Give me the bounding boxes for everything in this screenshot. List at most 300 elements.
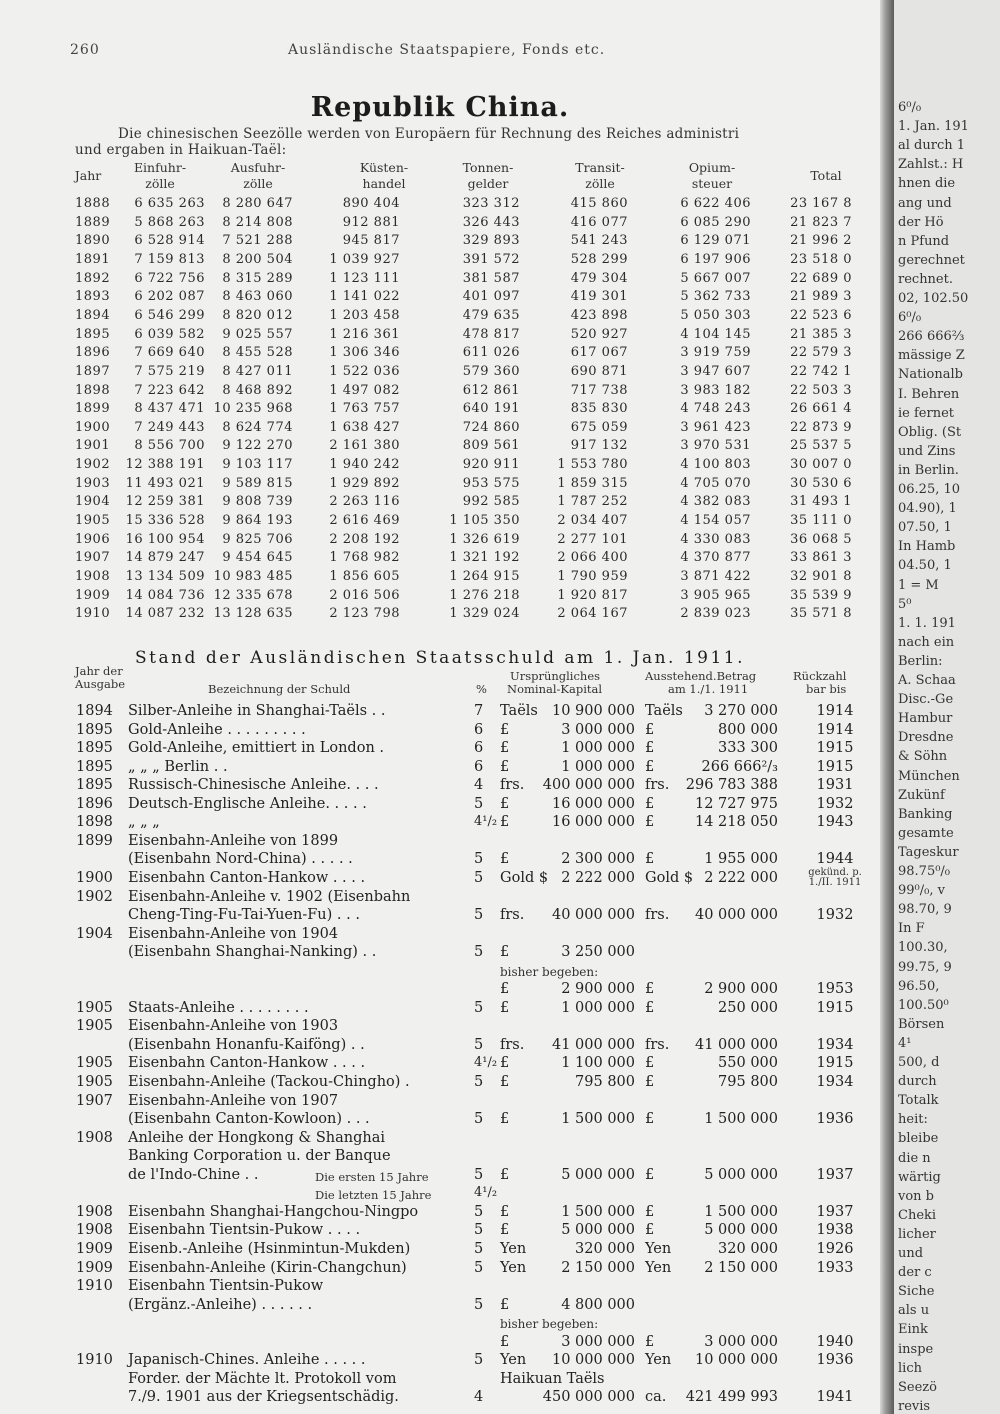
debt-orig-capital-cell: 10 000 000: [551, 1352, 635, 1369]
customs-value-cell: 22 503 3: [790, 382, 852, 398]
debt-name-cell: „ „ „: [128, 814, 160, 831]
facing-page-text: wärtig: [898, 1169, 941, 1185]
debt-pct-cell: 4¹/₂: [474, 1185, 498, 1201]
debt-name-cell: Cheng-Ting-Fu-Tai-Yuen-Fu) . . .: [128, 907, 360, 924]
facing-page-text: Berlin:: [898, 653, 943, 669]
debt-orig-capital-cell: 16 000 000: [551, 814, 635, 831]
debt-outstanding-cell: 320 000: [718, 1240, 778, 1257]
debt-repayment-cell: 1914: [816, 703, 854, 719]
customs-value-cell: 7 159 813: [134, 251, 205, 267]
customs-value-cell: 6 722 756: [134, 270, 205, 286]
debt-currency-out-cell: £: [645, 814, 655, 831]
customs-year-cell: 1888: [75, 196, 111, 211]
facing-page-text: I. Behren: [898, 386, 960, 402]
debt-outstanding-cell: 795 800: [718, 1074, 778, 1090]
customs-year-cell: 1907: [75, 550, 111, 566]
debt-repayment-cell: 1937: [816, 1166, 854, 1183]
customs-value-cell: 3 947 607: [680, 363, 751, 379]
debt-currency-out-cell: £: [645, 1222, 655, 1239]
debt-currency-out-cell: £: [645, 999, 655, 1016]
debt-currency-out-cell: £: [645, 758, 655, 775]
customs-value-cell: 423 898: [570, 307, 628, 323]
debt-name-cell: Anleihe der Hongkong & Shanghai: [128, 1129, 386, 1146]
debt-year-cell: 1908: [76, 1222, 113, 1239]
debt-currency-orig-cell: £: [500, 1055, 510, 1072]
customs-value-cell: 13 134 509: [125, 569, 205, 584]
customs-value-cell: 33 861 3: [790, 550, 852, 566]
debt-currency-orig-cell: £: [500, 1166, 510, 1183]
debt-currency-out-cell: Gold $: [645, 869, 694, 886]
customs-header-8-line1: Total: [810, 168, 842, 183]
debt-orig-capital-cell: 400 000 000: [542, 777, 635, 794]
facing-page-text: 6⁰/₀: [898, 100, 922, 115]
customs-header-3-line2: zölle: [243, 176, 273, 191]
debt-currency-out-cell: £: [645, 1203, 655, 1220]
customs-value-cell: 4 154 057: [680, 513, 751, 529]
facing-page-fragment: [894, 0, 1000, 1414]
customs-year-cell: 1889: [75, 214, 111, 230]
debt-pct-cell: 5: [474, 1036, 484, 1053]
debt-pct-cell: 4¹/₂: [474, 814, 498, 830]
customs-value-cell: 724 860: [462, 419, 520, 435]
debt-header-out-2: am 1./1. 1911: [668, 682, 749, 696]
customs-header-3-line1: Ausfuhr-: [230, 160, 286, 175]
customs-value-cell: 14 087 232: [125, 606, 205, 622]
page-number: 260: [70, 42, 100, 58]
debt-year-cell: 1894: [76, 703, 113, 719]
debt-orig-capital-cell: 795 800: [575, 1074, 635, 1090]
facing-page-text: ang und: [898, 195, 952, 211]
customs-value-cell: 912 881: [342, 214, 400, 230]
customs-value-cell: 14 084 736: [125, 587, 205, 603]
debt-year-cell: 1909: [76, 1259, 113, 1276]
debt-outstanding-cell: 2 900 000: [704, 981, 778, 998]
customs-value-cell: 2 616 469: [329, 513, 400, 529]
facing-page-text: Tageskur: [898, 844, 959, 860]
debt-currency-orig-cell: Gold $: [500, 869, 549, 886]
customs-value-cell: 611 026: [462, 345, 520, 361]
customs-value-cell: 326 443: [462, 214, 520, 230]
debt-name-cell: Eisenbahn Canton-Hankow . . . .: [128, 869, 366, 886]
debt-currency-orig-cell: £: [500, 1111, 510, 1128]
facing-page-text: Seezö: [898, 1379, 937, 1395]
debt-currency-orig-cell: Haikuan Taëls: [500, 1370, 605, 1387]
facing-page-text: die n: [898, 1150, 931, 1166]
customs-header-4-line1: Küsten-: [359, 160, 409, 175]
customs-value-cell: 945 817: [342, 233, 400, 249]
debt-outstanding-cell: 800 000: [718, 721, 778, 738]
facing-page-text: Eink: [898, 1322, 928, 1338]
debt-header-year-2: Ausgabe: [75, 677, 125, 691]
customs-value-cell: 992 585: [462, 494, 520, 510]
debt-repayment-cell: 1915: [816, 999, 854, 1016]
facing-page-text: lich: [898, 1360, 922, 1376]
facing-page-text: 266 666⅔: [898, 329, 965, 345]
customs-value-cell: 8 214 808: [222, 214, 293, 230]
customs-value-cell: 1 141 022: [329, 289, 400, 305]
debt-repayment-cell: 1943: [816, 814, 854, 831]
customs-value-cell: 8 437 471: [134, 401, 205, 417]
facing-page-text: als u: [898, 1303, 930, 1319]
debt-pct-cell: 6: [474, 740, 484, 757]
debt-pct-cell: 5: [474, 851, 484, 868]
customs-value-cell: 2 277 101: [557, 531, 628, 547]
book-gutter: [880, 0, 894, 1414]
facing-page-text: München: [898, 768, 960, 784]
facing-page-text: Totalk: [898, 1093, 939, 1109]
customs-value-cell: 416 077: [570, 214, 628, 230]
customs-value-cell: 7 669 640: [134, 345, 205, 361]
debt-currency-out-cell: £: [645, 1333, 655, 1350]
facing-page-text: 04.50, 1: [898, 558, 952, 574]
customs-value-cell: 917 132: [570, 438, 628, 454]
customs-value-cell: 381 587: [462, 270, 520, 286]
customs-value-cell: 9 864 193: [222, 513, 293, 529]
customs-value-cell: 1 326 619: [449, 531, 520, 547]
debt-orig-capital-cell: 3 250 000: [561, 944, 635, 961]
debt-year-cell: 1910: [76, 1352, 113, 1369]
customs-value-cell: 6 546 299: [134, 307, 205, 323]
customs-year-cell: 1901: [75, 438, 111, 454]
intro-line-2: und ergaben in Haikuan-Taël:: [75, 142, 287, 158]
debt-year-cell: 1895: [76, 758, 113, 775]
customs-value-cell: 23 518 0: [790, 251, 852, 267]
debt-year-cell: 1902: [76, 888, 113, 905]
customs-value-cell: 6 085 290: [680, 214, 751, 230]
customs-year-cell: 1898: [75, 382, 111, 398]
debt-repayment-cell: 1915: [816, 758, 854, 775]
customs-value-cell: 579 360: [462, 363, 520, 379]
debt-year-cell: 1905: [76, 999, 113, 1016]
customs-header-2-line2: zölle: [145, 176, 175, 191]
customs-value-cell: 21 989 3: [790, 289, 852, 305]
debt-outstanding-cell: 1 500 000: [704, 1203, 778, 1220]
debt-pct-cell: 4¹/₂: [474, 1055, 498, 1071]
facing-page-text: licher: [898, 1226, 936, 1242]
debt-orig-capital-cell: 1 500 000: [561, 1111, 635, 1128]
customs-value-cell: 35 571 8: [790, 606, 852, 622]
customs-value-cell: 6 202 087: [134, 289, 205, 305]
facing-page-text: 100.50⁰: [898, 997, 949, 1013]
customs-value-cell: 1 039 927: [329, 251, 400, 267]
debt-year-cell: 1895: [76, 777, 113, 794]
debt-currency-orig-cell: frs.: [500, 1036, 525, 1053]
debt-currency-orig-cell: Yen: [500, 1352, 527, 1369]
debt-orig-capital-cell: 2 150 000: [561, 1259, 635, 1276]
debt-header-out-1: Ausstehend.Betrag: [645, 669, 757, 683]
customs-value-cell: 8 280 647: [222, 196, 293, 211]
facing-page-text: Dresdne: [898, 730, 954, 746]
customs-value-cell: 920 911: [462, 457, 520, 473]
facing-page-text: 1 = M: [898, 577, 939, 593]
customs-value-cell: 6 528 914: [134, 233, 205, 249]
customs-header-7-line1: Opium-: [688, 160, 736, 175]
debt-name-cell: Eisenbahn Tientsin-Pukow: [128, 1278, 324, 1295]
debt-repayment-cell: 1938: [816, 1222, 854, 1239]
debt-orig-capital-cell: 1 500 000: [561, 1203, 635, 1220]
facing-page-text: heit:: [898, 1112, 928, 1128]
customs-value-cell: 3 970 531: [680, 438, 751, 454]
debt-name-cell: (Ergänz.-Anleihe) . . . . . .: [128, 1296, 313, 1313]
facing-page-text: al durch 1: [898, 138, 966, 154]
debt-repayment-cell: 1932: [816, 795, 854, 812]
facing-page-text: in Berlin.: [898, 462, 959, 478]
customs-value-cell: 22 579 3: [790, 345, 852, 361]
debt-rate-note: Die letzten 15 Jahre: [315, 1188, 432, 1203]
debt-pct-cell: 5: [474, 907, 484, 924]
customs-value-cell: 419 301: [570, 289, 628, 305]
facing-page-text: ie fernet: [898, 405, 954, 421]
debt-pct-cell: 5: [474, 1259, 484, 1276]
customs-value-cell: 35 111 0: [790, 513, 852, 529]
debt-name-cell: Eisenbahn-Anleihe von 1903: [128, 1018, 339, 1035]
facing-page-text: 1. Jan. 191: [898, 119, 969, 135]
debt-currency-orig-cell: £: [500, 1333, 510, 1350]
customs-value-cell: 12 388 191: [125, 457, 205, 473]
debt-currency-out-cell: Yen: [645, 1240, 672, 1257]
customs-value-cell: 953 575: [462, 475, 520, 491]
customs-value-cell: 8 455 528: [222, 345, 293, 361]
debt-name-cell: Eisenb.-Anleihe (Hsinmintun-Mukden): [128, 1240, 411, 1257]
debt-currency-orig-cell: frs.: [500, 777, 525, 794]
customs-value-cell: 13 128 635: [213, 606, 293, 622]
facing-page-text: 07.50, 1: [898, 520, 952, 536]
customs-year-cell: 1900: [75, 419, 111, 435]
debt-orig-capital-cell: 1 000 000: [561, 758, 635, 775]
debt-pct-cell: 5: [474, 1222, 484, 1239]
debt-pct-cell: 5: [474, 1074, 484, 1090]
debt-name-cell: Eisenbahn-Anleihe von 1904: [128, 925, 339, 942]
debt-outstanding-cell: 250 000: [718, 999, 778, 1016]
customs-value-cell: 675 059: [570, 419, 628, 435]
debt-currency-orig-cell: £: [500, 758, 510, 775]
customs-value-cell: 478 817: [462, 326, 520, 342]
debt-name-cell: Eisenbahn-Anleihe (Tackou-Chingho) .: [128, 1074, 410, 1090]
debt-name-cell: (Eisenbahn Nord-China) . . . . .: [128, 851, 353, 868]
facing-page-text: 99.75, 9: [898, 959, 952, 975]
debt-rate-note: Die ersten 15 Jahre: [315, 1169, 429, 1184]
debt-outstanding-cell: 1 955 000: [704, 851, 778, 868]
debt-currency-out-cell: frs.: [645, 1036, 670, 1053]
facing-page-text: mässige Z: [898, 348, 965, 364]
customs-value-cell: 401 097: [462, 289, 520, 305]
debt-currency-out-cell: £: [645, 1055, 655, 1072]
customs-header-4-line2: handel: [362, 176, 406, 191]
customs-value-cell: 2 034 407: [557, 513, 628, 529]
debt-year-cell: 1900: [76, 869, 113, 886]
customs-header-5-line2: gelder: [467, 176, 509, 191]
facing-page-text: Siche: [898, 1284, 935, 1300]
facing-page-text: der c: [898, 1265, 932, 1281]
debt-orig-capital-cell: 3 000 000: [561, 721, 635, 738]
facing-page-text: Disc.-Ge: [898, 692, 954, 708]
debt-name-cell: Eisenbahn-Anleihe von 1899: [128, 832, 339, 849]
customs-value-cell: 479 635: [462, 307, 520, 323]
debt-outstanding-cell: 3 000 000: [704, 1333, 778, 1350]
facing-page-text: revis: [898, 1398, 931, 1414]
facing-page-text: und Zins: [898, 443, 956, 459]
debt-name-cell: 7./9. 1901 aus der Kriegsentschädig.: [128, 1389, 399, 1406]
facing-page-text: In F: [898, 921, 925, 937]
debt-repayment-cell: 1941: [816, 1389, 854, 1406]
customs-header-6-line2: zölle: [585, 176, 615, 191]
debt-currency-orig-cell: £: [500, 1203, 510, 1220]
customs-value-cell: 4 330 083: [680, 531, 751, 547]
debt-currency-orig-cell: £: [500, 981, 510, 998]
customs-value-cell: 8 820 012: [222, 307, 293, 323]
facing-page-text: 96.50,: [898, 978, 940, 994]
customs-value-cell: 1 306 346: [329, 345, 400, 361]
debt-name-cell: „ „ „ Berlin . .: [128, 758, 228, 775]
debt-year-cell: 1910: [76, 1278, 113, 1295]
debt-orig-capital-cell: 1 100 000: [561, 1055, 635, 1072]
facing-page-text: 98.75⁰/₀: [898, 864, 951, 879]
debt-header-rep-2: bar bis: [806, 682, 847, 696]
customs-value-cell: 835 830: [570, 401, 628, 417]
customs-value-cell: 1 940 242: [329, 457, 400, 473]
debt-name-cell: Eisenbahn Shanghai-Hangchou-Ningpo: [128, 1203, 419, 1220]
customs-value-cell: 1 264 915: [449, 569, 520, 584]
customs-value-cell: 1 276 218: [449, 587, 520, 603]
facing-page-text: 04.90), 1: [898, 501, 957, 517]
customs-value-cell: 12 335 678: [213, 587, 293, 603]
debt-currency-orig-cell: £: [500, 1222, 510, 1239]
facing-page-text: gesamte: [898, 825, 954, 841]
debt-repayment-cell: 1914: [816, 721, 854, 738]
customs-year-cell: 1895: [75, 326, 111, 342]
page-title: Republik China.: [310, 92, 570, 123]
debt-outstanding-cell: 10 000 000: [694, 1352, 778, 1369]
customs-value-cell: 21 996 2: [790, 233, 852, 249]
debt-repayment-cell: 1940: [816, 1333, 854, 1350]
customs-value-cell: 1 768 982: [329, 550, 400, 566]
facing-page-text: 100.30,: [898, 940, 948, 956]
customs-value-cell: 22 742 1: [790, 363, 852, 379]
facing-page-text: nach ein: [898, 634, 955, 650]
debt-header-orig-2: Nominal-Kapital: [507, 682, 603, 696]
customs-value-cell: 7 575 219: [134, 363, 205, 379]
debt-currency-out-cell: £: [645, 721, 655, 738]
debt-name-cell: Eisenbahn Canton-Hankow . . . .: [128, 1055, 366, 1072]
debt-pct-cell: 5: [474, 944, 484, 961]
customs-value-cell: 528 299: [570, 251, 628, 267]
debt-pct-cell: 4: [474, 777, 484, 794]
debt-pct-cell: 4: [474, 1389, 484, 1406]
customs-value-cell: 15 336 528: [125, 513, 205, 529]
facing-page-text: 06.25, 10: [898, 482, 961, 497]
debt-outstanding-cell: 266 666²/₃: [701, 758, 778, 775]
debt-header-pct: %: [476, 682, 487, 696]
facing-page-text: 1. 1. 191: [898, 615, 956, 631]
customs-year-cell: 1897: [75, 363, 111, 379]
customs-value-cell: 1 856 605: [329, 569, 400, 584]
debt-orig-capital-cell: 2 222 000: [561, 869, 635, 886]
debt-currency-orig-cell: £: [500, 999, 510, 1016]
customs-value-cell: 1 638 427: [329, 419, 400, 435]
customs-value-cell: 8 315 289: [222, 270, 293, 286]
customs-value-cell: 3 919 759: [680, 345, 751, 361]
debt-currency-orig-cell: bisher begeben:: [500, 964, 599, 979]
debt-repayment-cell: 1933: [816, 1259, 854, 1276]
customs-header-6-line1: Transit-: [575, 160, 625, 175]
facing-page-text: hnen die: [898, 176, 956, 192]
customs-value-cell: 3 961 423: [680, 419, 751, 435]
customs-value-cell: 30 530 6: [790, 475, 852, 491]
debt-currency-orig-cell: £: [500, 795, 510, 812]
customs-value-cell: 26 661 4: [790, 401, 852, 417]
facing-page-text: der Hö: [898, 214, 944, 230]
customs-year-cell: 1896: [75, 345, 111, 361]
debt-name-cell: Silber-Anleihe in Shanghai-Taëls . .: [128, 703, 386, 719]
customs-year-cell: 1904: [75, 494, 111, 510]
customs-year-cell: 1908: [75, 569, 111, 584]
customs-value-cell: 5 362 733: [680, 289, 751, 305]
customs-value-cell: 1 790 959: [557, 569, 628, 584]
customs-value-cell: 6 635 263: [134, 196, 205, 211]
debt-pct-cell: 6: [474, 758, 484, 775]
debt-name-cell: Eisenbahn-Anleihe von 1907: [128, 1092, 339, 1109]
customs-value-cell: 23 167 8: [790, 196, 852, 211]
debt-currency-orig-cell: £: [500, 944, 510, 961]
debt-orig-capital-cell: 5 000 000: [561, 1166, 635, 1183]
debt-currency-out-cell: £: [645, 795, 655, 812]
debt-year-cell: 1908: [76, 1203, 113, 1220]
debt-outstanding-cell: 5 000 000: [704, 1166, 778, 1183]
customs-value-cell: 1 105 350: [449, 513, 520, 529]
customs-value-cell: 32 901 8: [790, 569, 852, 584]
customs-value-cell: 8 556 700: [134, 438, 205, 454]
debt-outstanding-cell: 421 499 993: [685, 1389, 778, 1406]
debt-repayment-cell: 1934: [816, 1036, 854, 1053]
customs-value-cell: 1 497 082: [329, 382, 400, 398]
facing-page-text: Hambur: [898, 711, 953, 727]
debt-name-cell: (Eisenbahn Shanghai-Nanking) . .: [128, 944, 377, 961]
customs-value-cell: 1 859 315: [557, 475, 628, 491]
debt-header-rep-1: Rückzahl: [793, 669, 847, 683]
debt-pct-cell: 5: [474, 1240, 484, 1257]
customs-value-cell: 12 259 381: [125, 494, 205, 510]
debt-currency-orig-cell: Yen: [500, 1259, 527, 1276]
debt-currency-out-cell: £: [645, 740, 655, 757]
customs-header-5-line1: Tonnen-: [462, 160, 514, 175]
customs-value-cell: 2 066 400: [557, 550, 628, 566]
debt-orig-capital-cell: 10 900 000: [551, 703, 635, 719]
facing-page-text: bleibe: [898, 1131, 939, 1147]
debt-name-cell: Japanisch-Chines. Anleihe . . . . .: [128, 1352, 366, 1369]
customs-value-cell: 617 067: [570, 345, 628, 361]
debt-outstanding-cell: 2 150 000: [704, 1259, 778, 1276]
customs-value-cell: 21 823 7: [790, 214, 852, 230]
debt-pct-cell: 5: [474, 1166, 484, 1183]
customs-value-cell: 9 103 117: [222, 457, 293, 473]
debt-year-cell: 1904: [76, 925, 113, 942]
facing-page-text: 02, 102.50: [898, 291, 969, 306]
debt-currency-out-cell: Yen: [645, 1352, 672, 1369]
debt-currency-orig-cell: £: [500, 1074, 510, 1090]
customs-value-cell: 25 537 5: [790, 438, 852, 454]
debt-outstanding-cell: 1 500 000: [704, 1111, 778, 1128]
customs-year-cell: 1892: [75, 270, 111, 286]
facing-page-text: 500, d: [898, 1055, 940, 1070]
customs-value-cell: 329 893: [462, 233, 520, 249]
facing-page-text: von b: [898, 1188, 934, 1204]
debt-pct-cell: 5: [474, 1203, 484, 1220]
debt-orig-capital-cell: 5 000 000: [561, 1222, 635, 1239]
customs-value-cell: 8 468 892: [222, 382, 293, 398]
customs-year-cell: 1902: [75, 457, 111, 473]
debt-pct-cell: 6: [474, 721, 484, 738]
debt-repayment-cell: 1932: [816, 907, 854, 924]
